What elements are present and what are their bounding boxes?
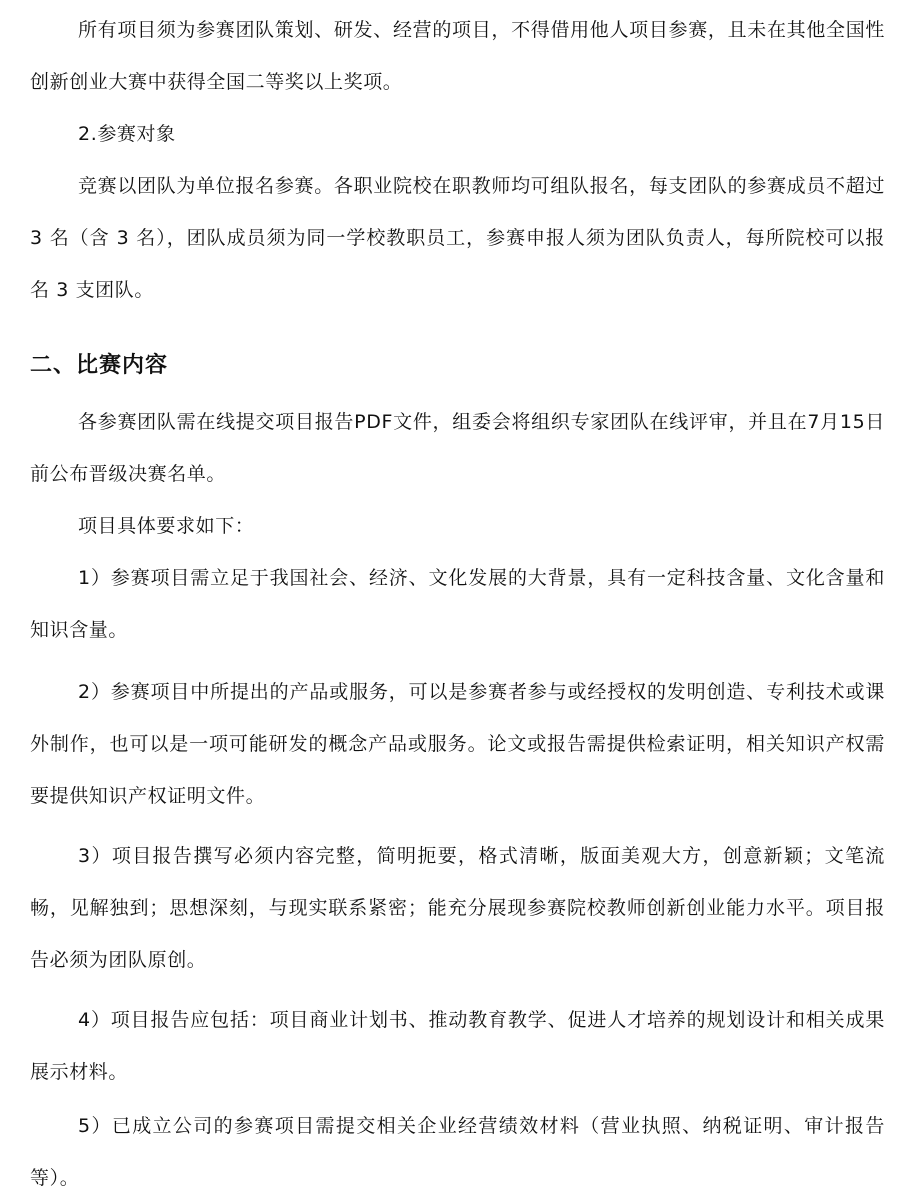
requirement-item-1: 1）参赛项目需立足于我国社会、经济、文化发展的大背景，具有一定科技含量、文化含量和知识含量。 — [30, 567, 885, 641]
requirement-item-5: 5）已成立公司的参赛项目需提交相关企业经营绩效材料（营业执照、纳税证明、审计报告等）。 — [30, 1115, 885, 1189]
eligibility-paragraph: 所有项目须为参赛团队策划、研发、经营的项目，不得借用他人项目参赛，且未在其他全国性创新创业大赛中获得全国二等奖以上奖项。 — [30, 19, 885, 93]
requirements-intro: 项目具体要求如下： — [78, 515, 255, 537]
submission-paragraph: 各参赛团队需在线提交项目报告PDF文件，组委会将组织专家团队在线评审，并且在7月15日前公布晋级决赛名单。 — [30, 411, 885, 485]
requirement-item-3: 3）项目报告撰写必须内容完整，简明扼要，格式清晰，版面美观大方，创意新颖；文笔流畅，见解独到；思想深刻，与现实联系紧密；能充分展现参赛院校教师创新创业能力水平。项目报告必须为团队原创。 — [30, 845, 885, 971]
requirement-item-4: 4）项目报告应包括：项目商业计划书、推动教育教学、促进人才培养的规划设计和相关成果展示材料。 — [30, 1009, 885, 1083]
participants-subheading: 2.参赛对象 — [78, 123, 176, 145]
requirement-item-2: 2）参赛项目中所提出的产品或服务，可以是参赛者参与或经授权的发明创造、专利技术或课外制作，也可以是一项可能研发的概念产品或服务。论文或报告需提供检索证明，相关知识产权需要提供知识产权证明文件。 — [30, 681, 885, 807]
participants-paragraph: 竞赛以团队为单位报名参赛。各职业院校在职教师均可组队报名，每支团队的参赛成员不超过 3 名（含 3 名），团队成员须为同一学校教职员工，参赛申报人须为团队负责人，每所院校可以报名 3 支团队。 — [30, 175, 885, 301]
section-heading-competition-content: 二、比赛内容 — [30, 353, 169, 378]
